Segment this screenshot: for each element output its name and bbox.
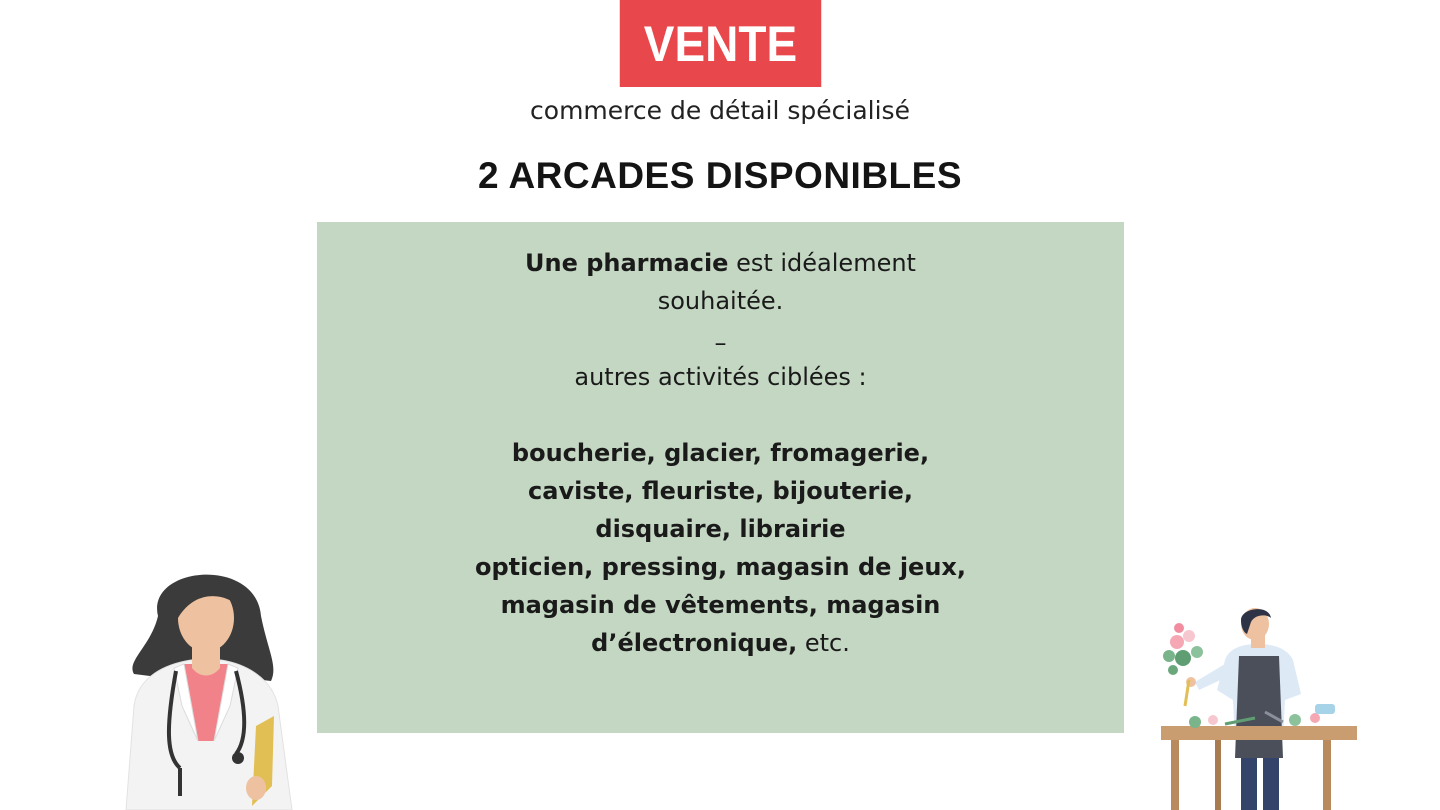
vente-badge: VENTE xyxy=(620,0,821,87)
activity-line: opticien, pressing, magasin de jeux, xyxy=(474,553,966,581)
activity-last-line xyxy=(317,624,1124,662)
intro-bold: Une pharmacie xyxy=(525,249,729,277)
activity-line: boucherie, glacier, fromagerie, xyxy=(511,439,930,467)
separator-dash: – xyxy=(714,329,727,357)
activity-line: disquaire, librairie xyxy=(595,515,846,543)
last-rest: etc. xyxy=(797,629,850,657)
panel-text xyxy=(317,244,1124,662)
info-panel xyxy=(317,222,1124,733)
last-bold: d’électronique, xyxy=(591,629,798,657)
subtitle: commerce de détail spécialisé xyxy=(530,96,910,125)
pharmacist-illustration xyxy=(96,556,306,810)
intro-line-2: souhaitée. xyxy=(657,287,784,315)
activity-line: magasin de vêtements, magasin xyxy=(500,591,941,619)
intro-rest: est idéalement xyxy=(728,249,916,277)
florist-illustration xyxy=(1155,608,1365,810)
intro-line-1 xyxy=(317,244,1124,282)
headline: 2 ARCADES DISPONIBLES xyxy=(477,155,963,196)
others-label: autres activités ciblées : xyxy=(574,363,867,391)
activity-line: caviste, fleuriste, bijouterie, xyxy=(528,477,913,505)
spacer xyxy=(317,396,1124,434)
